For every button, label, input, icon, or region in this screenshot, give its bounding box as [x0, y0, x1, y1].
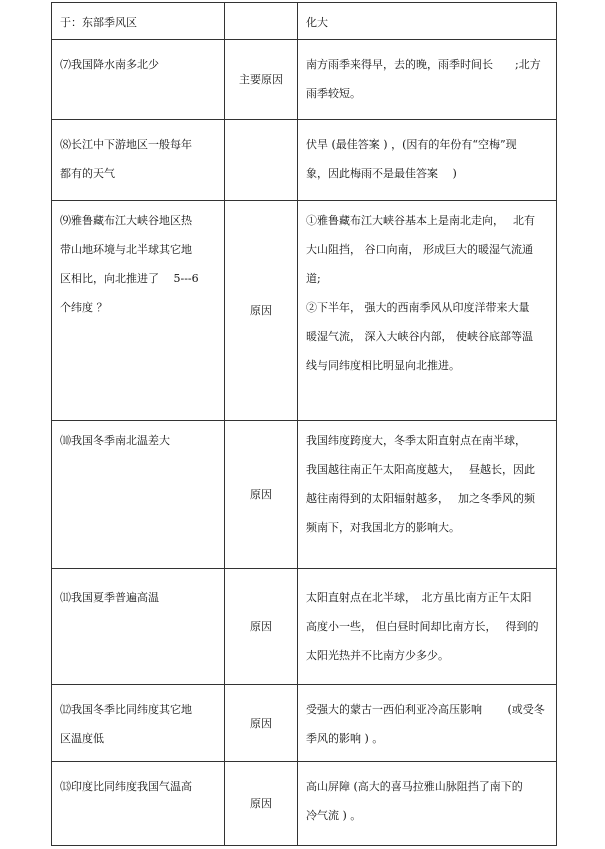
- type-cell: [225, 3, 298, 40]
- answer-cell: [298, 3, 557, 40]
- table-row: [52, 201, 557, 421]
- cell-label: 原因: [250, 620, 272, 633]
- topic-cell: [52, 762, 225, 846]
- table-row: [52, 569, 557, 685]
- topic-cell: [52, 40, 225, 120]
- answer-cell: [298, 762, 557, 846]
- cell-line: 线与同纬度相比明显向北推进。: [306, 359, 460, 372]
- cell-line: 季风的影响 ) 。: [306, 732, 384, 745]
- cell-line: 于：东部季风区: [60, 16, 137, 29]
- table-row: [52, 40, 557, 120]
- cell-label: 主要原因: [239, 73, 283, 86]
- cell-line: ⑽我国冬季南北温差大: [60, 434, 170, 447]
- topic-cell: [52, 120, 225, 201]
- cell-line: 雨季较短。: [306, 87, 361, 100]
- cell-line: ⑻长江中下游地区一般每年: [60, 138, 192, 151]
- cell-line: 频南下，对我国北方的影响大。: [306, 521, 460, 534]
- cell-label: 原因: [250, 716, 272, 730]
- cell-line: 我国越往南正午太阳高度越大， 昼越长，因此: [306, 463, 535, 476]
- cell-line: ⑾我国夏季普遍高温: [60, 591, 159, 604]
- geography-notes-table: [51, 2, 557, 846]
- cell-line: 道;: [306, 272, 321, 285]
- answer-cell: [298, 120, 557, 201]
- cell-line: 太阳直射点在北半球， 北方虽比南方正午太阳: [306, 591, 532, 604]
- cell-line: 我国纬度跨度大，冬季太阳直射点在南半球，: [306, 434, 526, 447]
- topic-cell: [52, 201, 225, 421]
- type-cell: [225, 762, 298, 846]
- cell-label: 原因: [250, 488, 272, 501]
- table-row: [52, 762, 557, 846]
- cell-line: ⒀印度比同纬度我国气温高: [60, 780, 192, 793]
- cell-line: ②下半年， 强大的西南季风从印度洋带来大量: [306, 301, 530, 314]
- table-row: [52, 421, 557, 569]
- cell-line: 大山阻挡， 谷口向南， 形成巨大的暖湿气流通: [306, 243, 533, 256]
- answer-cell: [298, 569, 557, 685]
- cell-label: 原因: [250, 304, 272, 317]
- cell-line: ①雅鲁藏布江大峡谷基本上是南北走向， 北有: [306, 214, 535, 227]
- answer-cell: [298, 685, 557, 762]
- table-row: [52, 685, 557, 762]
- table-row: [52, 3, 557, 40]
- cell-line: 太阳光热并不比南方少多少。: [306, 649, 449, 662]
- cell-line: 伏旱 (最佳答案 ) ，(因有的年份有“空梅”现: [306, 138, 517, 151]
- topic-cell: [52, 421, 225, 569]
- cell-line: ⑺我国降水南多北少: [60, 58, 159, 71]
- cell-line: 化大: [306, 16, 328, 29]
- cell-line: 区温度低: [60, 732, 104, 745]
- type-cell: [225, 685, 298, 762]
- topic-cell: [52, 3, 225, 40]
- type-cell: [225, 421, 298, 569]
- topic-cell: [52, 569, 225, 685]
- cell-line: 受强大的蒙古一西伯利亚冷高压影响 (或受冬: [306, 703, 545, 716]
- cell-line: ⑼雅鲁藏布江大峡谷地区热: [60, 214, 192, 227]
- topic-cell: [52, 685, 225, 762]
- answer-cell: [298, 421, 557, 569]
- cell-line: 高山屏障 (高大的喜马拉雅山脉阻挡了南下的: [306, 780, 523, 793]
- type-cell: [225, 40, 298, 120]
- cell-line: ⑿我国冬季比同纬度其它地: [60, 703, 192, 716]
- type-cell: [225, 201, 298, 421]
- cell-line: 越往南得到的太阳辐射越多， 加之冬季风的频: [306, 492, 535, 505]
- cell-line: 暖湿气流， 深入大峡谷内部， 使峡谷底部等温: [306, 330, 533, 343]
- cell-line: 区相比，向北推进了 5---6: [60, 272, 199, 285]
- cell-line: 冷气流 ) 。: [306, 809, 362, 822]
- answer-cell: [298, 40, 557, 120]
- answer-cell: [298, 201, 557, 421]
- table-row: [52, 120, 557, 201]
- cell-line: 象，因此梅雨不是最佳答案 ): [306, 167, 457, 180]
- cell-line: 都有的天气: [60, 167, 115, 180]
- type-cell: [225, 569, 298, 685]
- cell-line: 南方雨季来得早，去的晚，雨季时间长 ;北方: [306, 58, 541, 71]
- cell-line: 带山地环境与北半球其它地: [60, 243, 192, 256]
- cell-line: 高度小一些， 但白昼时间却比南方长， 得到的: [306, 620, 539, 633]
- type-cell: [225, 120, 298, 201]
- cell-label: 原因: [250, 797, 272, 810]
- cell-line: 个纬度 ？: [60, 301, 108, 314]
